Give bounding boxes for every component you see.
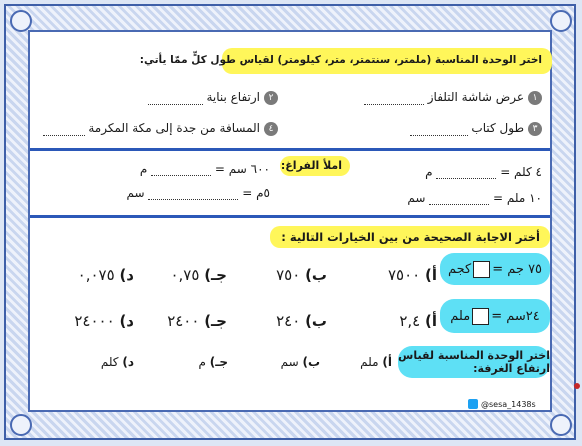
q2-option-d[interactable]: د) ٢٤٠٠٠ — [74, 312, 134, 330]
q2-option-c[interactable]: جـ) ٢٤٠٠ — [167, 312, 227, 330]
answer-square[interactable] — [473, 261, 490, 278]
twitter-icon — [468, 399, 478, 409]
q2-option-a[interactable]: أ) ٢,٤ — [399, 312, 437, 330]
section1-item-4: ٤المسافة من جدة إلى مكة المكرمة — [43, 121, 278, 136]
question-3-box: اختر الوحدة المناسبة لقياس ارتفاع الغرفة: — [398, 346, 550, 378]
section1-title-box — [139, 48, 552, 74]
answer-blank[interactable] — [151, 175, 211, 176]
fill-item-3: ١٠ ملم = سم — [407, 191, 542, 205]
q1-option-b[interactable]: ب) ٧٥٠ — [276, 266, 327, 284]
section3-title-box — [270, 226, 550, 248]
answer-blank[interactable] — [364, 104, 424, 105]
section1-item-1: ١عرض شاشة التلفاز — [364, 90, 542, 105]
item-number-badge: ٢ — [264, 91, 278, 105]
item-number-badge: ١ — [528, 91, 542, 105]
question-1-box: ٧٥ جم = كجم — [440, 253, 550, 285]
item-number-badge: ٣ — [528, 122, 542, 136]
answer-blank[interactable] — [43, 135, 85, 136]
fill-item-4: ٥م = سم — [126, 186, 270, 200]
item-number-badge: ٤ — [264, 122, 278, 136]
answer-square[interactable] — [472, 308, 489, 325]
section1-item-2: ٢ارتفاع بناية — [148, 90, 278, 105]
answer-blank[interactable] — [429, 204, 489, 205]
red-dot-marker — [574, 383, 580, 389]
q2-option-b[interactable]: ب) ٢٤٠ — [276, 312, 327, 330]
answer-blank[interactable] — [410, 135, 468, 136]
section1-title: اختر الوحدة المناسبة (ملمتر، سنتمتر، متر، كيلومتر) لقياس طول كلٍّ ممّا يأتي: — [139, 54, 542, 66]
twitter-handle: @sesa_1438s — [468, 399, 536, 409]
corner-ornament — [550, 414, 572, 436]
q3-option-a[interactable]: أ) ملم — [360, 355, 392, 369]
corner-ornament — [10, 10, 32, 32]
fill-item-2: ٦٠٠ سم = م — [139, 162, 270, 176]
corner-ornament — [550, 10, 572, 32]
corner-ornament — [10, 414, 32, 436]
answer-blank[interactable] — [436, 178, 496, 179]
section-divider — [30, 148, 550, 151]
q3-option-b[interactable]: ب) سم — [280, 355, 320, 369]
q3-option-c[interactable]: جـ) م — [198, 355, 228, 369]
question-2-box: ٢٤سم = ملم — [440, 299, 550, 333]
q3-option-d[interactable]: د) كلم — [100, 355, 134, 369]
section3-title: أختر الاجابة الصحيحة من بين الخيارات التالية : — [281, 230, 540, 244]
section2-title-box — [280, 156, 350, 176]
q1-option-a[interactable]: أ) ٧٥٠٠ — [387, 266, 437, 284]
fill-item-1: ٤ كلم = م — [425, 165, 542, 179]
section-divider — [30, 215, 550, 218]
answer-blank[interactable] — [148, 199, 238, 200]
q1-option-d[interactable]: د) ٠,٠٧٥ — [77, 266, 134, 284]
section1-item-3: ٣طول كتاب — [410, 121, 542, 136]
answer-blank[interactable] — [148, 104, 203, 105]
q1-option-c[interactable]: جـ) ٠,٧٥ — [170, 266, 227, 284]
section2-title: املأ الفراغ: — [280, 159, 342, 172]
